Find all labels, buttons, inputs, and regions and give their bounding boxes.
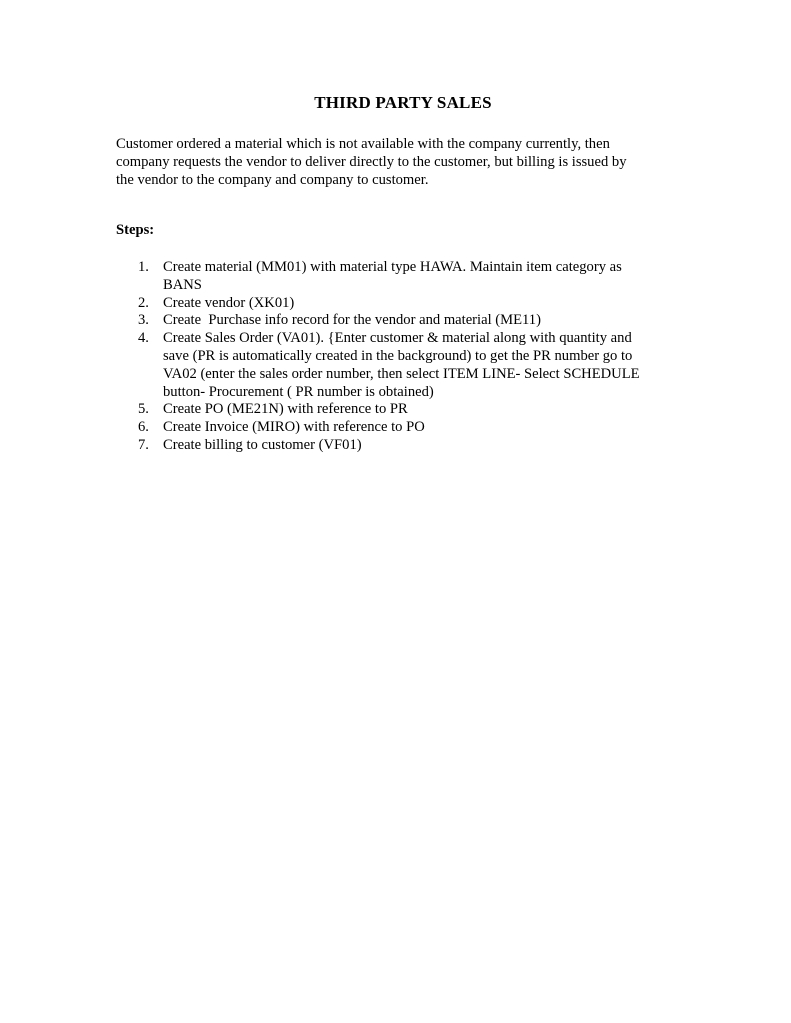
step-text-line: Create PO (ME21N) with reference to PR [163, 401, 408, 418]
step-text-line: Create Invoice (MIRO) with reference to PO [163, 419, 425, 436]
steps-list [0, 259, 791, 455]
step-number: 1. [138, 259, 149, 275]
step-item-5 [0, 401, 791, 419]
step-item-7 [0, 437, 791, 455]
step-text-line: Create vendor (XK01) [163, 294, 295, 311]
steps-heading: Steps: [116, 222, 155, 238]
step-number: 2. [138, 294, 149, 311]
step-number: 4. [138, 330, 149, 347]
step-item-1 [0, 259, 791, 295]
step-number: 5. [138, 401, 149, 418]
step-number: 3. [138, 312, 149, 329]
step-item-6 [0, 419, 791, 437]
step-number: 6. [138, 419, 149, 436]
intro-line: the vendor to the company and company to customer. [116, 172, 429, 188]
step-text-line: save (PR is automatically created in the background) to get the PR number go to [163, 347, 633, 364]
step-text-line: button- Procurement ( PR number is obtained) [163, 383, 434, 400]
intro-line: company requests the vendor to deliver directly to the customer, but billing is issued by [116, 154, 627, 170]
intro-paragraph [116, 135, 676, 189]
step-item-3 [0, 312, 791, 330]
step-text-line: VA02 (enter the sales order number, then select ITEM LINE- Select SCHEDULE [163, 365, 640, 382]
step-text-line: Create material (MM01) with material type HAWA. Maintain item category as [163, 259, 622, 275]
step-number: 7. [138, 436, 149, 453]
step-item-2 [0, 295, 791, 313]
step-text-line: Create Sales Order (VA01). {Enter customer & material along with quantity and [163, 330, 632, 347]
step-item-4 [0, 330, 791, 401]
step-text-line: BANS [163, 276, 202, 293]
step-text-line: Create Purchase info record for the vendor and material (ME11) [163, 312, 541, 329]
step-text-line: Create billing to customer (VF01) [163, 436, 362, 453]
intro-line: Customer ordered a material which is not available with the company currently, then [116, 136, 610, 152]
document-title: THIRD PARTY SALES [314, 93, 492, 112]
